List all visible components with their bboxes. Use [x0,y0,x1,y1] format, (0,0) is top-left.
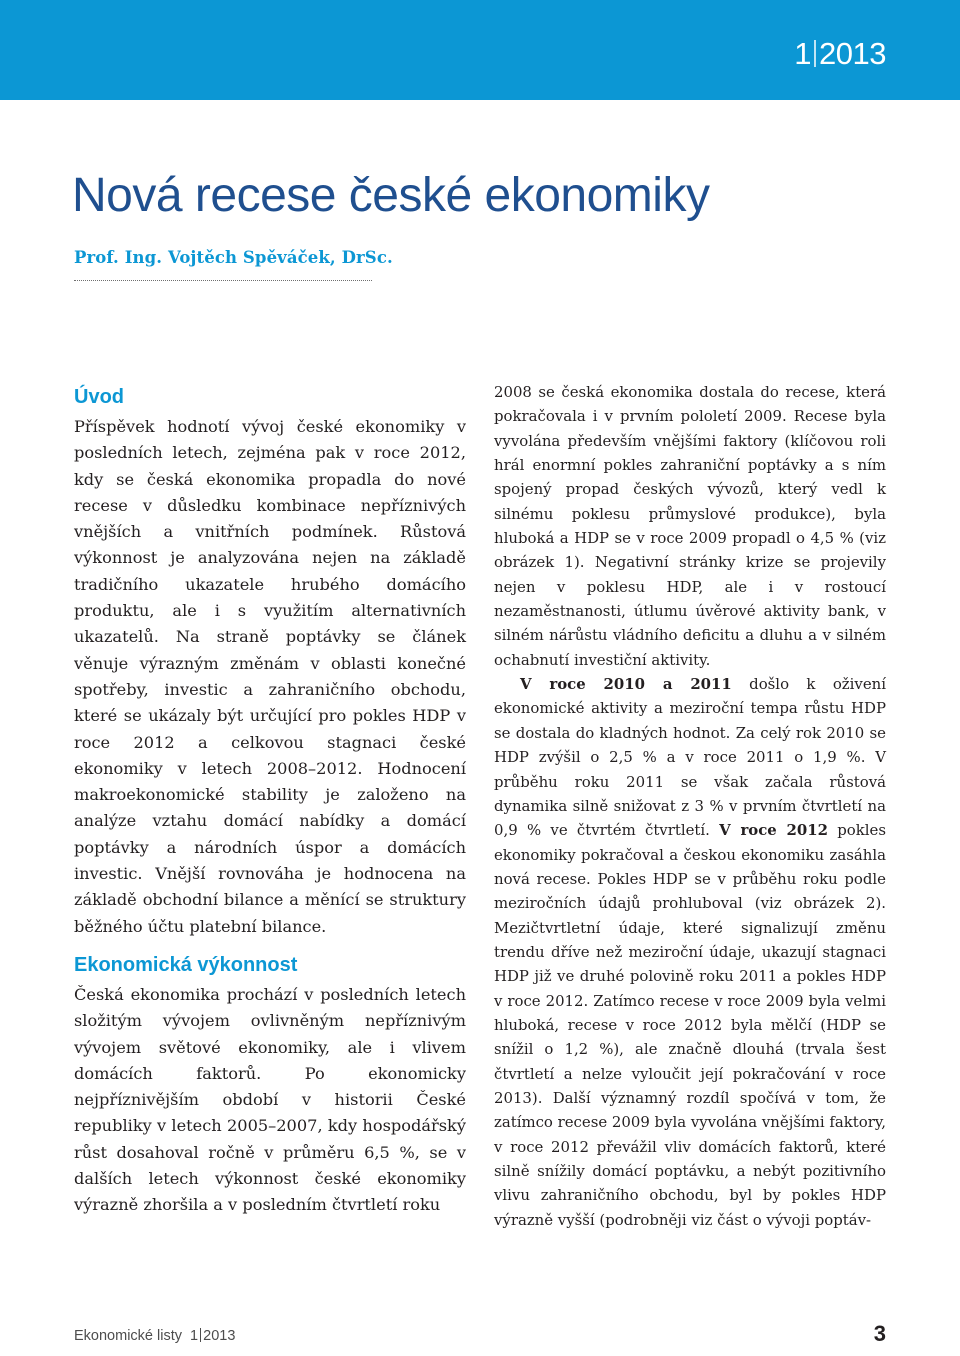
journal-name: Ekonomické listy [74,1328,182,1344]
issue-separator [814,40,816,67]
footer-issue-number: 1 [190,1328,199,1344]
left-column [74,380,466,1219]
performance-paragraph-2 [494,672,886,1232]
right-column [494,380,886,1232]
author-divider [74,280,372,281]
intro-paragraph: Příspěvek hodnotí vývoj české ekonomiky v posledních letech, zejména pak v roce 2012, kdy se česká ekonomika propadla do nové recese v důsledku kombinace nepříznivých vnějších a vnitřních podmínek. Růstová výkonnost je analyzována nejen na základě tradičního ukazatele hrubého domácího produktu, ale i s využitím alternativních ukazatelů. Na straně poptávky se článek věnuje výrazným změnám v oblasti konečné spotřeby, investic a zahraničního obchodu, které se ukázaly být určující pro pokles HDP v roce 2012 a celkovou stagnaci české ekonomiky v letech 2008–2012. Hodnocení makroekonomické stability je založeno na analýze vztahu domácí nabídky a domácí poptávky a národních úspor a domácích investic. Vnější rovnováha je hodnocena na základě obchodní bilance a měnící se struktury běžného účtu platební bilance. [74,417,466,936]
footer-issue-year: 2013 [203,1328,236,1344]
paragraph-2-text-b: pokles ekonomiky pokračoval a českou ekonomiku zasáhla nová recese. Pokles HDP se v průběhu roku podle meziročních údajů prohluboval (viz obrázek 2). Mezičtvrtletní údaje, které signalizují změnu trendu dříve než meziroční údaje, ukazují stagnaci HDP již ve druhé polovině roku 2011 a pokles HDP v roce 2012. Zatímco recese v roce 2009 byla velmi hluboká, recese v roce 2012 byla mělčí (HDP se snížil o 1,2 %), ale značně dlouhá (trvala šest čtvrtletí a nelze vyloučit její pokračování v roce 2013). Další významný rozdíl spočívá v tom, že zatímco recese 2009 byla vyvolána vnějšími faktory, v roce 2012 převážil vliv domácích faktorů, které silně snížily domácí poptávku, a nebýt pozitivního vlivu zahraničního obchodu, byl by pokles HDP výrazně vyšší (podrobněji viz část o vývoji poptáv- [494,821,886,1229]
footer-issue-separator [200,1328,201,1342]
bold-lead-2010-2011: V roce 2010 a 2011 [520,675,732,694]
bold-lead-2012: V roce 2012 [719,821,828,840]
section-heading-intro: Úvod [74,386,124,408]
paragraph-2-text-a: došlo k oživení ekonomické aktivity a meziroční tempa růstu HDP se dostala do kladných hodnot. Za celý rok 2010 se HDP zvýšil o 2,5 % a v roce 2011 o 1,9 %. V průběhu roku 2011 se však začala růstová dynamika silně snižovat z 3 % v prvním čtvrtletí na 0,9 % ve čtvrtém čtvrtletí. [494,675,886,840]
performance-paragraph: Česká ekonomika prochází v posledních letech složitým vývojem ovlivněným nepříznivým vývojem světové ekonomiky, ale i vlivem domácích faktorů. Po ekonomicky nejpříznivějším období v historii České republiky v letech 2005–2007, kdy hospodářský růst dosahoval ročně v průměru 6,5 %, se v dalších letech výkonnost české ekonomiky výrazně zhoršila a v posledním čtvrtletí roku [74,984,466,1215]
section-heading-performance: Ekonomická výkonnost [74,953,298,976]
article-author: Prof. Ing. Vojtěch Spěváček, DrSc. [74,248,393,267]
issue-year: 2013 [819,36,886,71]
header-bar [0,0,960,100]
issue-label [794,34,886,74]
performance-paragraph-continued: 2008 se česká ekonomika dostala do recese, která pokračovala i v prvním pololetí 2009. Recese byla vyvolána především vnějšími faktory (klíčovou roli hrál enormní pokles zahraniční poptávky a s ním spojený propad českých vývozů, který vedl k silnému poklesu průmyslové produkce), byla hluboká a HDP se v roce 2009 propadl o 4,5 % (viz obrázek 1). Negativní stránky krize se projevily nejen v poklesu HDP, ale i v rostoucí nezaměstnanosti, útlumu úvěrové aktivity bank, v silném nárůstu vládního deficitu a dluhu a v silném ochabnutí investiční aktivity. [494,383,886,669]
footer-journal [74,1328,235,1344]
article-title: Nová recese české ekonomiky [72,169,710,222]
page-number: 3 [873,1321,886,1346]
issue-number: 1 [794,36,812,71]
